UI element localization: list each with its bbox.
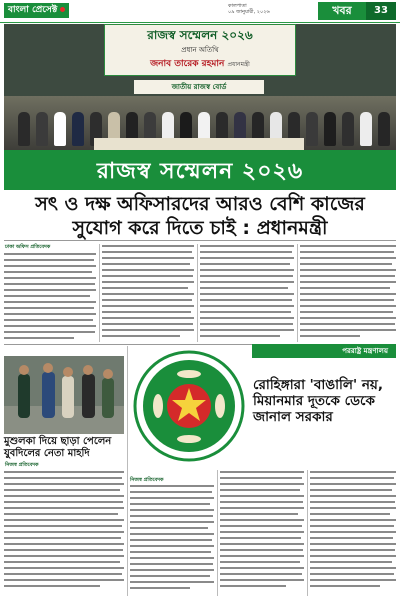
government-emblem	[130, 346, 248, 466]
story-left-headline: মুশুলকা দিয়ে ছাড়া পেলেন যুবদিলের নেতা মাহদি	[4, 436, 112, 459]
emblem-icon	[130, 346, 248, 466]
column-divider	[197, 244, 198, 342]
banner-board: জাতীয় রাজস্ব বোর্ড	[134, 80, 264, 94]
text-lines	[300, 244, 396, 342]
text-lines	[200, 244, 294, 342]
story-mid-column-3	[310, 470, 396, 596]
story-photo-art	[4, 356, 124, 434]
story-mid-column-1	[130, 484, 214, 596]
ministry-banner: পররাষ্ট্র মন্ত্রণালয়	[252, 344, 396, 358]
story-mid-column-2	[220, 470, 304, 596]
column-divider	[99, 244, 100, 342]
person-figure	[360, 112, 372, 146]
person-figure	[72, 112, 84, 146]
masthead	[0, 0, 400, 23]
person-figure	[54, 112, 66, 146]
column-divider	[217, 470, 218, 596]
column-divider	[307, 470, 308, 596]
story-photo	[4, 356, 124, 434]
section-label: খবর	[318, 2, 366, 20]
brand-logo	[4, 3, 69, 18]
column-divider	[297, 244, 298, 342]
column-divider	[127, 346, 128, 596]
person-figure	[36, 112, 48, 146]
dateline-paper: কালপাতা	[228, 3, 247, 9]
text-lines	[220, 470, 304, 596]
person-figure	[18, 112, 30, 146]
story-left-byline: নিজস্ব প্রতিবেদক	[5, 462, 39, 468]
person-figure	[342, 112, 354, 146]
brand-dot-icon	[60, 7, 65, 12]
story-mid-byline: নিজস্ব প্রতিবেদক	[130, 477, 164, 483]
event-banner	[104, 24, 296, 76]
headline-rule	[4, 240, 396, 241]
main-story-byline: ঢাকা অফিস প্রতিবেদক	[5, 244, 51, 250]
story-mid-headline: রোহিঙ্গারা 'বাঙালি' নয়, মিয়ানমার দূতকে ডেকে জানাল সরকার	[253, 377, 383, 425]
ribbon-title: রাজস্ব সম্মেলন ২০২৬	[96, 159, 304, 184]
banner-subtitle: প্রধান অতিথি	[181, 46, 219, 54]
main-headline-line1: সৎ ও দক্ষ অফিসারদের আরও বেশি কাজের	[35, 193, 365, 215]
person-figure	[324, 112, 336, 146]
main-story-column-4	[300, 244, 396, 342]
main-headline-line2: সুযোগ করে দিতে চাই : প্রধানমন্ত্রী	[72, 217, 328, 239]
text-lines	[4, 252, 96, 342]
text-lines	[130, 484, 214, 596]
banner-chief-guest	[105, 56, 295, 71]
banner-title: রাজস্ব সম্মেলন ২০২৬	[147, 28, 253, 42]
dateline-date: ০৯ জানুয়ারী, ২০২৬	[228, 9, 270, 15]
dateline	[228, 3, 270, 15]
event-ribbon	[4, 150, 396, 190]
banner-chief-suffix: প্রধানমন্ত্রী	[227, 61, 250, 68]
text-lines	[102, 244, 194, 342]
brand-name: বাংলা প্রেসেক্ট	[8, 5, 58, 15]
text-lines	[310, 470, 396, 596]
person-figure	[378, 112, 390, 146]
main-story-column-1	[4, 252, 96, 342]
page-number: 33	[366, 2, 396, 20]
person-figure	[306, 112, 318, 146]
text-lines	[4, 470, 124, 596]
hero-photo	[4, 24, 396, 154]
story-left-body	[4, 470, 124, 596]
main-story-column-3	[200, 244, 294, 342]
main-story-column-2	[102, 244, 194, 342]
banner-chief-name: জনাব তারেক রহমান	[150, 59, 225, 69]
